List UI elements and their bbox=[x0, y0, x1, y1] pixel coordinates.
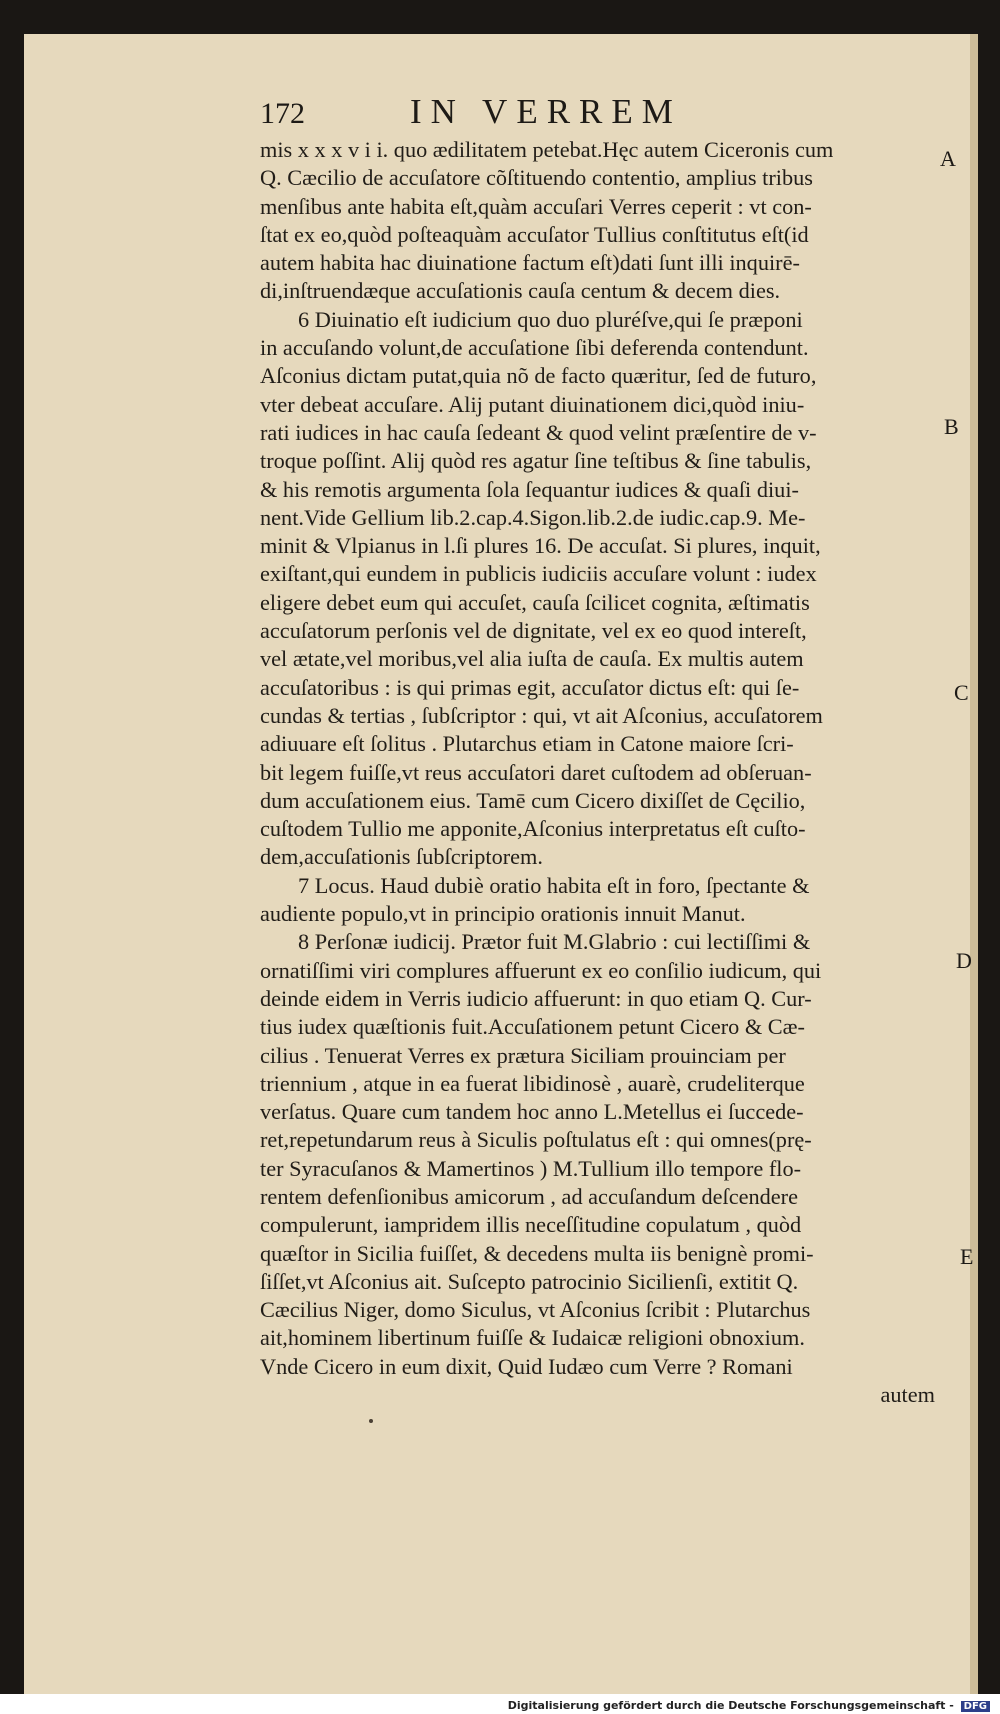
text-line: Vnde Cicero in eum dixit, Quid Iudæo cum Verre ? Romani bbox=[260, 1353, 793, 1379]
text-line: mis x x x v i i. quo ædilitatem petebat.Hęc autem Ciceronis cum bbox=[260, 137, 834, 162]
text-line: ter Syracuſanos & Mamertinos ) M.Tullium illo tempore flo- bbox=[260, 1155, 802, 1181]
page-header bbox=[260, 92, 980, 132]
text-line: adiuuare eſt ſolitus . Plutarchus etiam in Catone maiore ſcri- bbox=[260, 731, 794, 757]
text-line: deinde eidem in Verris iudicio affuerunt: in quo etiam Q. Cur- bbox=[260, 985, 812, 1011]
text-line: cuſtodem Tullio me apponite,Aſconius interpretatus eſt cuſto- bbox=[260, 816, 806, 842]
dfg-logo: DFG bbox=[961, 1701, 990, 1712]
text-line: ſtat ex eo,quòd poſteaquàm accuſator Tullius conſtitutus eſt(id bbox=[260, 221, 809, 247]
text-line: 6 Diuinatio eſt iudicium quo duo pluréſve,qui ſe præponi bbox=[298, 306, 803, 332]
footer-credit-text: Digitalisierung gefördert durch die Deutsche Forschungsgemeinschaft - bbox=[507, 1699, 954, 1712]
catchword: autem bbox=[880, 1382, 935, 1408]
text-line: eligere debet eum qui accuſet, cauſa ſcilicet cognita, æſtimatis bbox=[260, 589, 810, 615]
text-line: rati iudices in hac cauſa ſedeant & quod velint præſentire de v- bbox=[260, 419, 817, 445]
digitization-footer bbox=[0, 1694, 1000, 1714]
text-line: 7 Locus. Haud dubiè oratio habita eſt in foro, ſpectante & bbox=[298, 872, 810, 898]
text-line: Aſconius dictam putat,quia nõ de facto quæritur, ſed de futuro, bbox=[260, 363, 817, 389]
text-line: ornatiſſimi viri complures affuerunt ex eo conſilio iudicum, qui bbox=[260, 957, 822, 983]
text-line: quæſtor in Sicilia fuiſſet, & decedens multa iis benignè promi- bbox=[260, 1240, 814, 1266]
text-line: tius iudex quæſtionis fuit.Accuſationem petunt Cicero & Cæ- bbox=[260, 1014, 805, 1040]
page-content bbox=[260, 92, 980, 1409]
text-line: Cæcilius Niger, domo Siculus, vt Aſconius ſcribit : Plutarchus bbox=[260, 1297, 811, 1323]
margin-letter-c: C bbox=[954, 680, 969, 705]
margin-letter-e: E bbox=[960, 1244, 974, 1269]
margin-letter-d: D bbox=[956, 948, 972, 973]
text-line: audiente populo,vt in principio orationis innuit Manut. bbox=[260, 901, 746, 927]
text-line: ret,repetundarum reus à Siculis poſtulatus eſt : qui omnes(prę- bbox=[260, 1127, 812, 1153]
footer-credit bbox=[508, 1699, 990, 1712]
text-line: in accuſando volunt,de accuſatione ſibi deferenda contendunt. bbox=[260, 335, 809, 361]
text-line: dem,accuſationis ſubſcriptorem. bbox=[260, 844, 543, 870]
text-line: minit & Vlpianus in l.ſi plures 16. De accuſat. Si plures, inquit, bbox=[260, 533, 821, 559]
text-line: 8 Perſonæ iudicij. Prætor fuit M.Glabrio : cui lectiſſimi & bbox=[298, 929, 811, 955]
text-line: & his remotis argumenta ſola ſequantur iudices & quaſi diui- bbox=[260, 476, 799, 502]
text-line: dum accuſationem eius. Tamē cum Cicero dixiſſet de Cęcilio, bbox=[260, 787, 806, 813]
page-number: 172 bbox=[260, 97, 305, 130]
text-line: rentem defenſionibus amicorum , ad accuſandum deſcendere bbox=[260, 1183, 798, 1209]
margin-letter-b: B bbox=[944, 414, 959, 439]
text-line: menſibus ante habita eſt,quàm accuſari Verres ceperit : vt con- bbox=[260, 193, 812, 219]
text-line: verſatus. Quare cum tandem hoc anno L.Metellus ei ſuccede- bbox=[260, 1099, 804, 1125]
margin-letter-a: A bbox=[940, 146, 956, 171]
body-text bbox=[260, 136, 935, 1409]
text-line: troque poſſint. Alij quòd res agatur ſine teſtibus & ſine tabulis, bbox=[260, 448, 812, 474]
text-line: di,inſtruendæque accuſationis cauſa centum & decem dies. bbox=[260, 278, 781, 304]
book-page bbox=[24, 34, 978, 1694]
text-line: compulerunt, iampridem illis neceſſitudine copulatum , quòd bbox=[260, 1212, 802, 1238]
text-line: vter debeat accuſare. Alij putant diuinationem dici,quòd iniu- bbox=[260, 391, 805, 417]
text-line: cundas & tertias , ſubſcriptor : qui, vt ait Aſconius, accuſatorem bbox=[260, 702, 823, 728]
text-line: ait,hominem libertinum fuiſſe & Iudaicæ religioni obnoxium. bbox=[260, 1325, 805, 1351]
text-line: autem habita hac diuinatione factum eſt)dati ſunt illi inquirē- bbox=[260, 250, 800, 276]
text-line: bit legem fuiſſe,vt reus accuſatori daret cuſtodem ad obſeruan- bbox=[260, 759, 812, 785]
text-line: triennium , atque in ea fuerat libidinosè , auarè, crudeliterque bbox=[260, 1070, 805, 1096]
text-line: vel ætate,vel moribus,vel alia iuſta de cauſa. Ex multis autem bbox=[260, 646, 804, 672]
text-line: cilius . Tenuerat Verres ex prætura Siciliam prouinciam per bbox=[260, 1042, 786, 1068]
running-head: IN VERREM bbox=[410, 92, 682, 131]
ink-speck bbox=[369, 1419, 373, 1423]
text-line: Q. Cæcilio de accuſatore cõſtituendo contentio, amplius tribus bbox=[260, 165, 813, 191]
text-line: nent.Vide Gellium lib.2.cap.4.Sigon.lib.2.de iudic.cap.9. Me- bbox=[260, 504, 806, 530]
text-line: exiſtant,qui eundem in publicis iudiciis accuſare volunt : iudex bbox=[260, 561, 817, 587]
text-line: accuſatorum perſonis vel de dignitate, vel ex eo quod intereſt, bbox=[260, 618, 807, 644]
text-line: ſiſſet,vt Aſconius ait. Suſcepto patrocinio Sicilienſi, extitit Q. bbox=[260, 1268, 799, 1294]
text-line: accuſatoribus : is qui primas egit, accuſator dictus eſt: qui ſe- bbox=[260, 674, 800, 700]
